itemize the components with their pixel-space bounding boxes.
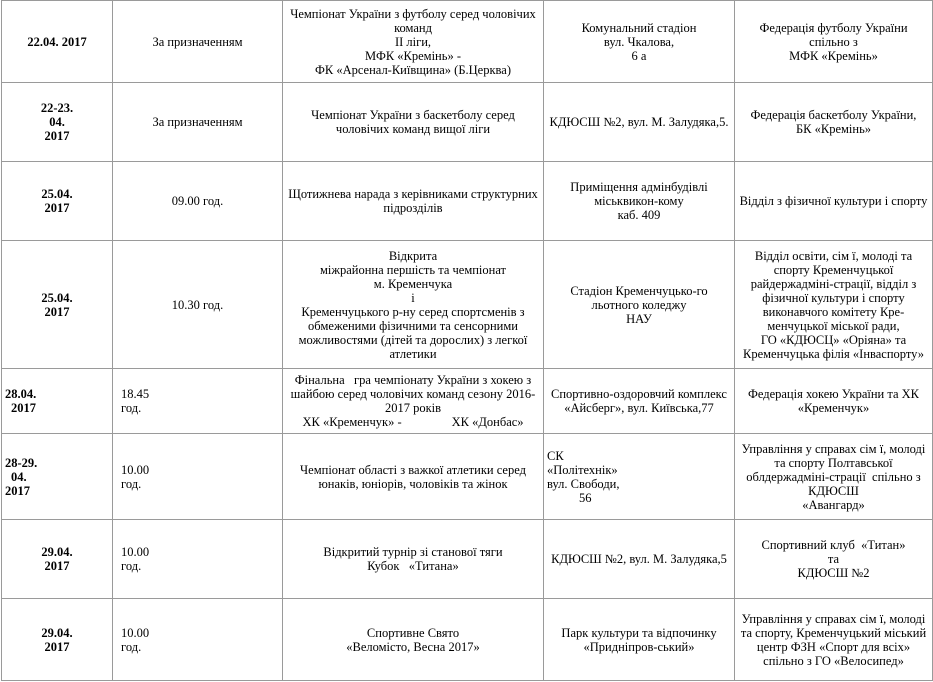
- venue-cell: КДЮСШ №2, вул. М. Залудяка,5: [544, 520, 735, 599]
- organizer-cell: Спортивний клуб «Титан» та КДЮСШ №2: [735, 520, 933, 599]
- organizer-cell: Федерація баскетболу України, БК «Кремінь»: [735, 83, 933, 162]
- organizer-cell: Відділ з фізичної культури і спорту: [735, 162, 933, 241]
- event-cell: Чемпіонат області з важкої атлетики серед юнаків, юніорів, чоловіків та жінок: [283, 434, 544, 520]
- time-cell: 18.45 год.: [113, 369, 283, 434]
- time-cell: За призначенням: [113, 1, 283, 83]
- table-row: [2, 83, 933, 162]
- date-cell: 28-29. 04. 2017: [2, 434, 113, 520]
- date-cell: 25.04. 2017: [2, 241, 113, 369]
- events-schedule-table: [1, 0, 933, 681]
- date-cell: 22.04. 2017: [2, 1, 113, 83]
- date-cell: 28.04. 2017: [2, 369, 113, 434]
- table-row: [2, 434, 933, 520]
- event-cell: Фінальна гра чемпіонату України з хокею з шайбою серед чоловічих команд сезону 2016-2017 років ХК «Кременчук» - ХК «Донбас»: [283, 369, 544, 434]
- venue-cell: Приміщення адмінбудівлі міськвикон-кому каб. 409: [544, 162, 735, 241]
- table-row: [2, 599, 933, 681]
- time-cell: 10.30 год.: [113, 241, 283, 369]
- organizer-cell: Управління у справах сім ї, молоді та спорту, Кременчуцький міський центр ФЗН «Спорт для всіх» спільно з ГО «Велосипед»: [735, 599, 933, 681]
- event-cell: Спортивне Свято «Веломісто, Весна 2017»: [283, 599, 544, 681]
- event-cell: Чемпіонат України з футболу серед чоловічих команд ІІ ліги, МФК «Кремінь» - ФК «Арсенал-Київщина» (Б.Церква): [283, 1, 544, 83]
- event-cell: Відкрита міжрайонна першість та чемпіонат м. Кременчука і Кременчуцького р-ну серед спортсменів з обмеженими фізичними та сенсорними можливостями (дітей та дорослих) з легкої атлетики: [283, 241, 544, 369]
- event-cell: Чемпіонат України з баскетболу серед чоловічих команд вищої ліги: [283, 83, 544, 162]
- event-cell: Відкритий турнір зі станової тяги Кубок «Титана»: [283, 520, 544, 599]
- venue-cell: СК «Політехнік» вул. Свободи, 56: [544, 434, 735, 520]
- event-cell: Щотижнева нарада з керівниками структурних підрозділів: [283, 162, 544, 241]
- organizer-cell: Федерація футболу України спільно з МФК «Кремінь»: [735, 1, 933, 83]
- venue-cell: Комунальний стадіон вул. Чкалова, 6 а: [544, 1, 735, 83]
- date-cell: 29.04. 2017: [2, 599, 113, 681]
- time-cell: За призначенням: [113, 83, 283, 162]
- venue-cell: КДЮСШ №2, вул. М. Залудяка,5.: [544, 83, 735, 162]
- date-cell: 25.04. 2017: [2, 162, 113, 241]
- date-cell: 29.04. 2017: [2, 520, 113, 599]
- venue-cell: Стадіон Кременчуцько-го льотного коледжу НАУ: [544, 241, 735, 369]
- time-cell: 10.00 год.: [113, 520, 283, 599]
- time-cell: 10.00 год.: [113, 599, 283, 681]
- organizer-cell: Відділ освіти, сім ї, молоді та спорту Кременчуцької райдержадміні-страції, відділ з фізичної культури і спорту виконавчого комітету Кре-менчуцької міської ради, ГО «КДЮСЦ» «Оріяна» та Кременчуцька філія «Інваспорту»: [735, 241, 933, 369]
- time-cell: 10.00 год.: [113, 434, 283, 520]
- table-row: [2, 1, 933, 83]
- time-cell: 09.00 год.: [113, 162, 283, 241]
- organizer-cell: Федерація хокею України та ХК «Кременчук»: [735, 369, 933, 434]
- table-row: [2, 369, 933, 434]
- table-row: [2, 241, 933, 369]
- venue-cell: Спортивно-оздоровчий комплекс «Айсберг», вул. Київська,77: [544, 369, 735, 434]
- table-row: [2, 520, 933, 599]
- venue-cell: Парк культури та відпочинку «Придніпров-ський»: [544, 599, 735, 681]
- date-cell: 22-23. 04. 2017: [2, 83, 113, 162]
- table-row: [2, 162, 933, 241]
- organizer-cell: Управління у справах сім ї, молоді та спорту Полтавської облдержадміні-страції спільно з КДЮСШ «Авангард»: [735, 434, 933, 520]
